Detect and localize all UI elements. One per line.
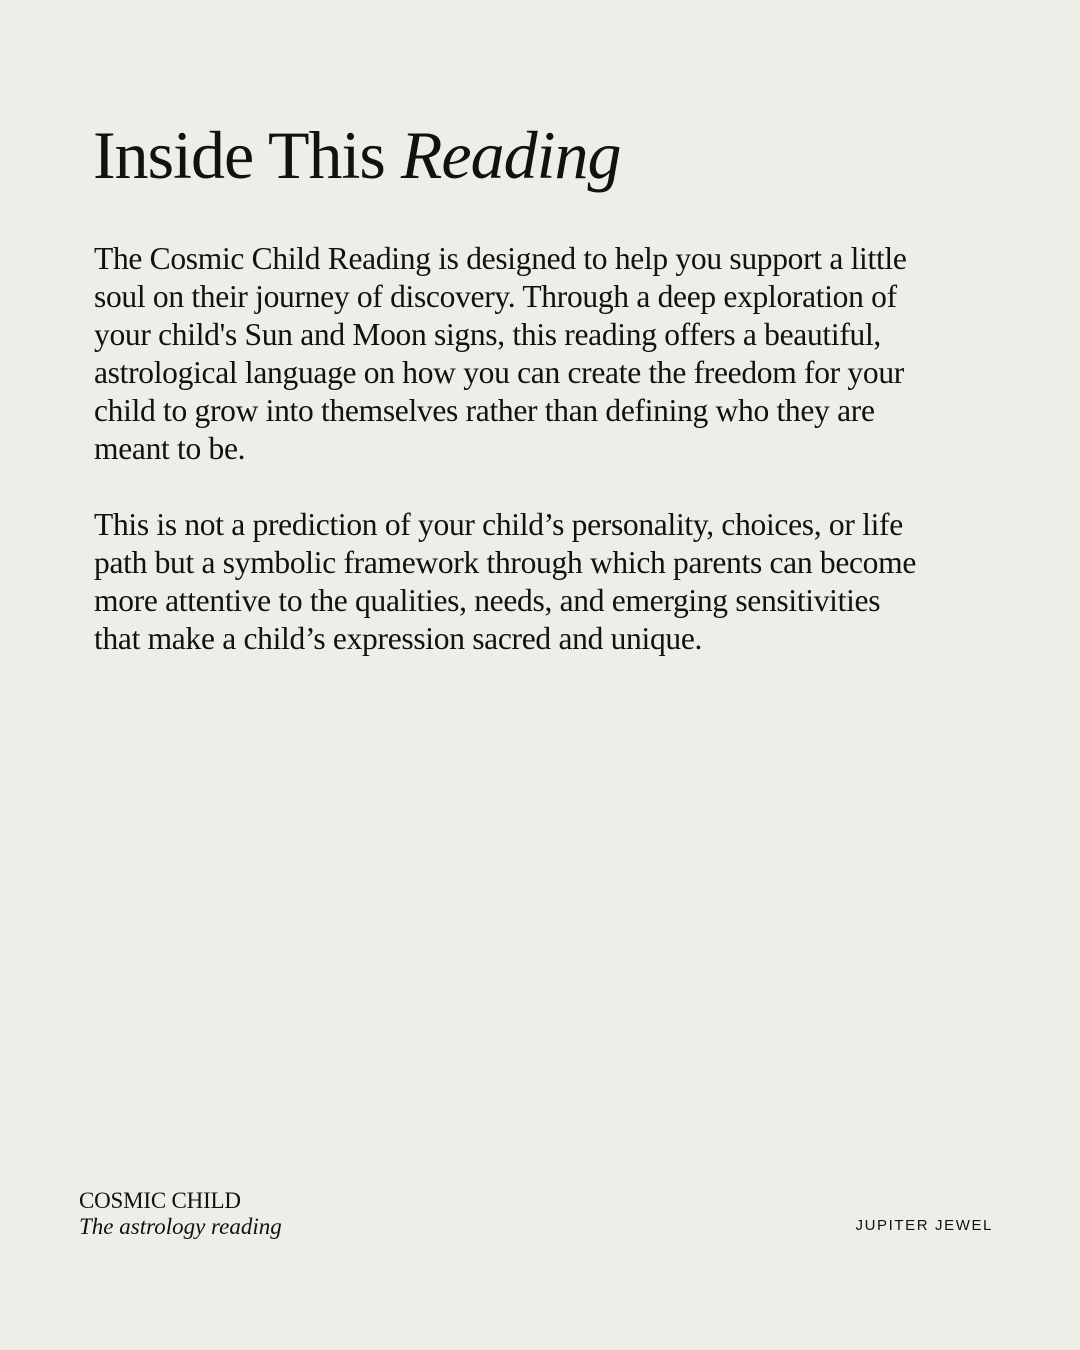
footer-brand-name: COSMIC CHILD [79,1188,241,1213]
footer-author: JUPITER JEWEL [855,1217,993,1234]
page-title [93,118,620,193]
title-main: Inside This [93,117,385,193]
intro-paragraph: The Cosmic Child Reading is designed to help you support a little soul on their journey of discovery. Through a deep exploration of your child's Sun and Moon signs, this reading offers a beautiful, astrological language on how you can create the freedom for your child to grow into themselves rather than defining who they are meant to be. [94,241,907,466]
footer-branding [79,1188,282,1240]
footer-tagline: The astrology reading [79,1214,282,1239]
title-accent: Reading [400,117,621,193]
body-text [94,240,924,696]
disclaimer-paragraph: This is not a prediction of your child’s personality, choices, or life path but a symbolic framework through which parents can become more attentive to the qualities, needs, and emerging sensitivities that make a child’s expression sacred and unique. [94,507,917,656]
